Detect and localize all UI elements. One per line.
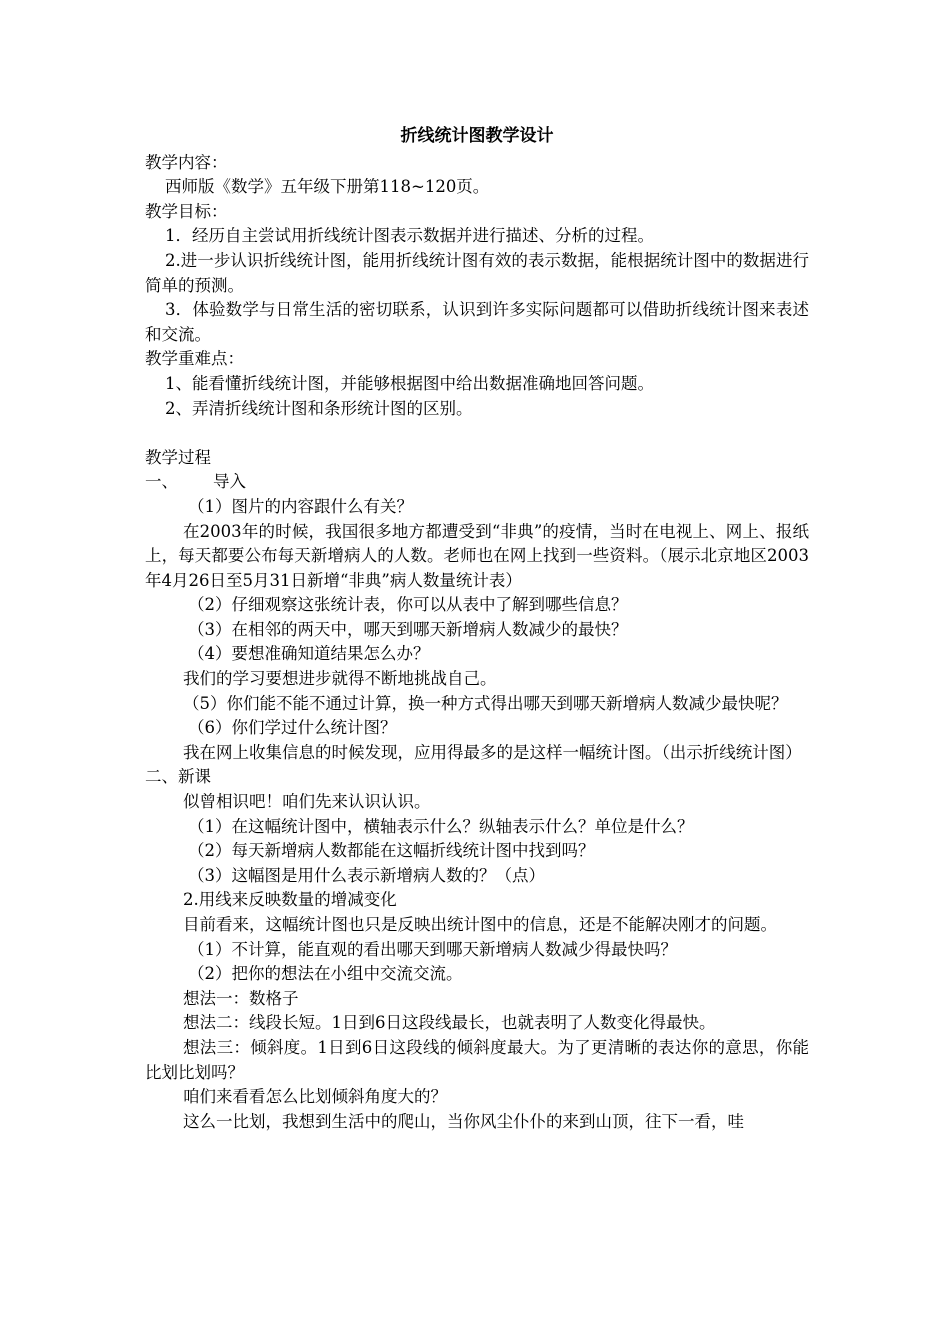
keypoints-label: 教学重难点： [145, 349, 244, 369]
paragraph: （1）图片的内容跟什么有关？ [188, 496, 413, 516]
goal-item: 2.进一步认识折线统计图，能用折线统计图有效的表示数据，能根据统计图中的数据进行简单的预测。 [145, 250, 809, 295]
paragraph: （2）仔细观察这张统计表，你可以从表中了解到哪些信息？ [188, 595, 628, 615]
paragraph: （3）这幅图是用什么表示新增病人数的？（点） [188, 865, 545, 885]
paragraph: （5）你们能不能不通过计算，换一种方式得出哪天到哪天新增病人数减少最快呢？ [183, 693, 788, 713]
keypoint-item: 1、能看懂折线统计图，并能够根据图中给出数据准确地回答问题。 [165, 373, 654, 393]
paragraph: 我在网上收集信息的时候发现，应用得最多的是这样一幅统计图。（出示折线统计图） [183, 742, 802, 762]
document-title: 折线统计图教学设计 [400, 126, 554, 146]
paragraph: 在2003年的时候，我国很多地方都遭受到“非典”的疫情，当时在电视上、网上、报纸上，每天都要公布每天新增病人的人数。老师也在网上找到一些资料。（展示北京地区2003年4月26日至5月31日新增“非典”病人数量统计表） [145, 521, 809, 590]
paragraph: 目前看来，这幅统计图也只是反映出统计图中的信息，还是不能解决刚才的问题。 [183, 915, 777, 934]
paragraph: （1）不计算，能直观的看出哪天到哪天新增病人数减少得最快吗？ [188, 939, 677, 959]
paragraph: （1）在这幅统计图中，横轴表示什么？纵轴表示什么？单位是什么？ [188, 816, 694, 836]
paragraph: 2.用线来反映数量的增减变化 [183, 890, 397, 910]
section-title: 导入 [213, 472, 246, 492]
section-number: 一、 [145, 472, 178, 492]
paragraph: 我们的学习要想进步就得不断地挑战自己。 [183, 669, 497, 689]
paragraph: 咱们来看看怎么比划倾斜角度大的？ [183, 1087, 447, 1107]
paragraph: （4）要想准确知道结果怎么办？ [188, 644, 430, 664]
content-text: 西师版《数学》五年级下册第118~120页。 [165, 177, 490, 197]
paragraph: （3）在相邻的两天中，哪天到哪天新增病人数减少的最快？ [188, 619, 628, 639]
paragraph: （2）每天新增病人数都能在这幅折线统计图中找到吗？ [188, 841, 595, 861]
paragraph: 想法一：数格子 [183, 988, 299, 1008]
process-label: 教学过程 [145, 447, 211, 467]
goal-item: 3．体验数学与日常生活的密切联系，认识到许多实际问题都可以借助折线统计图来表述和交流。 [145, 300, 809, 344]
content-label: 教学内容： [145, 152, 228, 172]
section-heading [145, 470, 809, 495]
paragraph: 似曾相识吧！咱们先来认识认识。 [183, 792, 431, 812]
section-heading: 二、新课 [145, 767, 211, 787]
paragraph: 这么一比划，我想到生活中的爬山，当你风尘仆仆的来到山顶，往下一看，哇 [183, 1111, 744, 1131]
keypoint-item: 2、弄清折线统计图和条形统计图的区别。 [165, 398, 473, 418]
spacer [145, 421, 809, 446]
paragraph: 想法二：线段长短。1日到6日这段线最长，也就表明了人数变化得最快。 [183, 1013, 716, 1033]
goal-item: 1．经历自主尝试用折线统计图表示数据并进行描述、分析的过程。 [165, 226, 654, 246]
goals-label: 教学目标： [145, 201, 228, 221]
paragraph: （2）把你的想法在小组中交流交流。 [188, 964, 463, 984]
paragraph: 想法三：倾斜度。1日到6日这段线的倾斜度最大。为了更清晰的表达你的意思，你能比划比划吗？ [145, 1037, 809, 1082]
paragraph: （6）你们学过什么统计图？ [188, 718, 397, 738]
document-page [145, 124, 809, 1134]
